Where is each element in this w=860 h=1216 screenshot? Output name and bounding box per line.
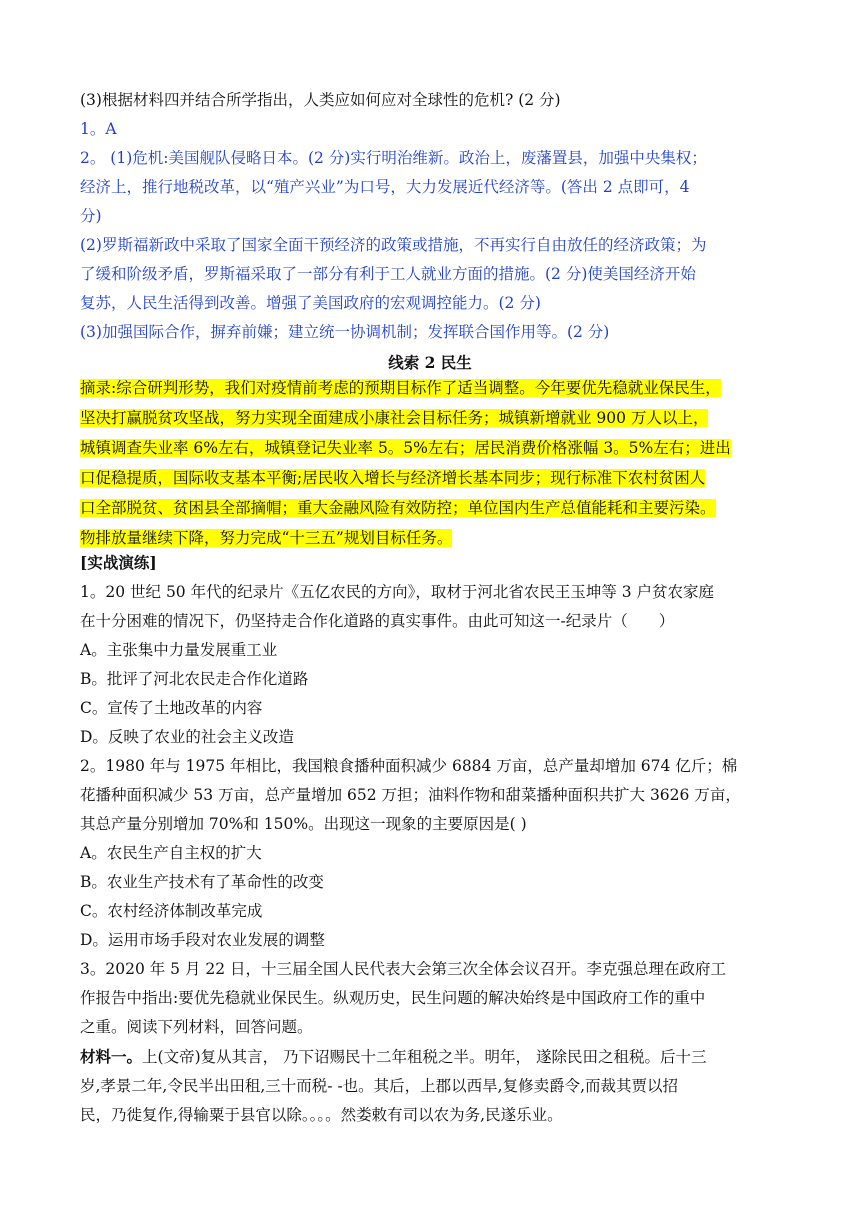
option-a: A。农民生产自主权的扩大 (80, 844, 262, 862)
question-stem-line: 2。1980 年与 1975 年相比，我国粮食播种面积减少 6884 万亩，总产量却增加 674 亿斤；棉 (80, 757, 738, 775)
excerpt-line: 口全部脱贫、贫困县全部摘帽；重大金融风险有效防控；单位国内生产总值能耗和主要污染。 (80, 499, 716, 517)
answer-2-part-2 (80, 231, 780, 318)
question-stem-line: 在十分困难的情况下，仍坚持走合作化道路的真实事件。由此可知这一-纪录片（ ） (80, 612, 675, 630)
question-stem-line: 之重。阅读下列材料，回答问题。 (80, 1018, 313, 1036)
option-b: B。批评了河北农民走合作化道路 (80, 670, 309, 688)
q3-question-text: (3)根据材料四并结合所学指出，人类应如何应对全球性的危机? (2 分) (80, 91, 561, 109)
material-1-line: 民，乃徙复作,得输粟于县官以除。。。。然娄敕有司以农为务,民遂乐业。 (80, 1106, 563, 1124)
material-1 (80, 1042, 780, 1072)
excerpt-line: 物排放量继续下降，努力完成“十三五”规划目标任务。 (80, 529, 453, 547)
excerpt-line: 摘录:综合研判形势，我们对疫情前考虑的预期目标作了适当调整。今年要优先稳就业保民生， (80, 379, 721, 397)
text-line: 分) (80, 207, 102, 225)
text-line: 经济上，推行地税改革，以“殖产兴业”为口号，大力发展近代经济等。(答出 2 点即可，4 (80, 178, 690, 196)
text-line: (2)罗斯福新政中采取了国家全面干预经济的政策或措施，不再实行自由放任的经济政策；为 (80, 236, 707, 254)
question-stem-line: 3。2020 年 5 月 22 日，十三届全国人民代表大会第三次全体会议召开。李克强总理在政府工 (80, 960, 727, 978)
material-1-label: 材料一。 (80, 1047, 143, 1066)
text-line: 2。 (1)危机:美国舰队侵略日本。(2 分)实行明治维新。政治上，废藩置县，加强中央集权； (80, 149, 707, 167)
option-b: B。农业生产技术有了革命性的改变 (80, 873, 324, 891)
excerpt-line: 坚决打赢脱贫攻坚战，努力实现全面建成小康社会目标任务；城镇新增就业 900 万人以上， (80, 409, 709, 427)
answer-1: 1。A (80, 120, 117, 138)
option-d: D。运用市场手段对农业发展的调整 (80, 931, 325, 949)
option-c: C。农村经济体制改革完成 (80, 902, 263, 920)
option-d: D。反映了农业的社会主义改造 (80, 728, 294, 746)
option-a: A。主张集中力量发展重工业 (80, 641, 278, 659)
excerpt-line: 城镇调查失业率 6%左右，城镇登记失业率 5。5%左右；居民消费价格涨幅 3。5%左右；进出 (80, 439, 731, 457)
question-stem-line: 花播种面积减少 53 万亩，总产量增加 652 万担；油料作物和甜菜播种面积共扩大 3626 万亩， (80, 786, 741, 804)
material-1-line: 上(文帝)复从其言， 乃下诏赐民十二年租税之半。明年， 遂除民田之租税。后十三 (142, 1048, 707, 1066)
question-stem-line: 1。20 世纪 50 年代的纪录片《五亿农民的方向》，取材于河北省农民王玉坤等 3 户贫农家庭 (80, 583, 715, 601)
practice-title: [实战演练] (80, 553, 157, 572)
question-stem-line: 作报告中指出:要优先稳就业保民生。纵观历史，民生问题的解决始终是中国政府工作的重中 (80, 989, 706, 1007)
excerpt-highlight (80, 373, 780, 553)
question-stem-line: 其总产量分别增加 70%和 150%。出现这一现象的主要原因是( ) (80, 815, 527, 833)
text-line: 了缓和阶级矛盾，罗斯福采取了一部分有利于工人就业方面的措施。(2 分)使美国经济开始 (80, 265, 696, 283)
question-2 (80, 752, 780, 955)
question-3 (80, 955, 780, 1130)
option-c: C。宣传了土地改革的内容 (80, 699, 263, 717)
text-line: 复苏，人民生活得到改善。增强了美国政府的宏观调控能力。(2 分) (80, 294, 541, 312)
question-1 (80, 578, 780, 752)
answer-2-part-1 (80, 144, 780, 231)
answer-2-part-3: (3)加强国际合作，摒弃前嫌；建立统一协调机制；发挥联合国作用等。(2 分) (80, 323, 610, 341)
section-title: 线索 2 民生 (388, 353, 472, 372)
material-1-line: 岁,孝景二年,令民半出田租,三十而税- -也。其后，上郡以西旱,复修卖爵令,而裁其贾以招 (80, 1077, 679, 1095)
excerpt-line: 口促稳提质，国际收支基本平衡;居民收入增长与经济增长基本同步；现行标准下农村贫困人 (80, 469, 706, 487)
